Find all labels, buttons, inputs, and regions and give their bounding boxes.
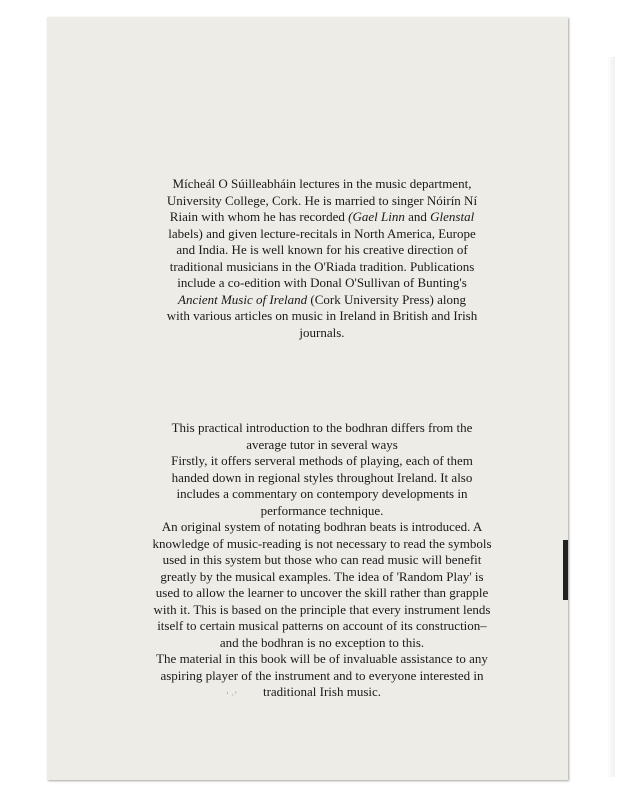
bio-line	[117, 292, 527, 309]
bio-line: labels) and given lecture-recitals in North America, Europe	[168, 225, 476, 241]
desc-line: aspiring player of the instrument and to everyone interested in	[160, 667, 484, 683]
desc-line: greatly by the musical examples. The idea of 'Random Play' is	[160, 568, 484, 584]
desc-line: The material in this book will be of invaluable assistance to any	[156, 651, 488, 666]
desc-line: This practical introduction to the bodhran differs from the	[171, 420, 473, 435]
bio-text: Riain with whom he has recorded	[169, 209, 349, 224]
desc-line: performance technique.	[260, 502, 384, 518]
desc-line: average tutor in several ways	[246, 436, 398, 452]
desc-line: traditional Irish music.	[262, 684, 382, 699]
desc-line: itself to certain musical patterns on account of its construction–	[157, 618, 487, 633]
desc-line: includes a commentary on contempory developments in	[176, 486, 468, 501]
desc-line: used to allow the learner to uncover the skill rather than grapple	[155, 585, 489, 600]
desc-line: An original system of notating bodhran beats is introduced. A	[161, 519, 483, 534]
label-glenstal: Glenstal	[430, 209, 475, 224]
desc-line: knowledge of music-reading is not necessary to read the symbols	[152, 535, 492, 551]
label-gael-linn: (Gael Linn	[348, 209, 405, 224]
bio-line: and India. He is well known for his creative direction of	[176, 242, 468, 257]
bio-line: traditional musicians in the O'Riada tradition. Publications	[169, 258, 475, 274]
ink-smudge: ʻ ·ʼ	[226, 690, 238, 700]
bio-line: include a co-edition with Donal O'Sullivan of Bunting's	[177, 275, 467, 290]
desc-line: and the bodhran is no exception to this.	[219, 634, 425, 650]
desc-line: handed down in regional styles throughout Ireland. It also	[171, 469, 473, 485]
author-bio	[117, 176, 527, 341]
desc-line: with it. This is based on the principle that every instrument lends	[153, 601, 491, 617]
book-title: Ancient Music of Ireland	[178, 291, 308, 307]
bio-text: and	[404, 209, 431, 224]
bio-text: (Cork University Press) along	[307, 291, 466, 307]
bio-line: Mícheál O Súilleabháin lectures in the music department,	[172, 176, 472, 191]
page-edge-mark	[563, 540, 568, 600]
desc-line: Firstly, it offers serveral methods of playing, each of them	[171, 453, 473, 468]
bio-line: journals.	[299, 324, 345, 340]
bio-line: University College, Cork. He is married to singer Nóirín Ní	[166, 192, 478, 208]
desc-line: used in this system but those who can read music will benefit	[162, 552, 482, 567]
cover-spine-shadow	[607, 57, 615, 777]
bio-line: with various articles on music in Ireland in British and Irish	[166, 308, 478, 323]
book-description	[116, 420, 528, 701]
bio-line	[117, 209, 527, 226]
